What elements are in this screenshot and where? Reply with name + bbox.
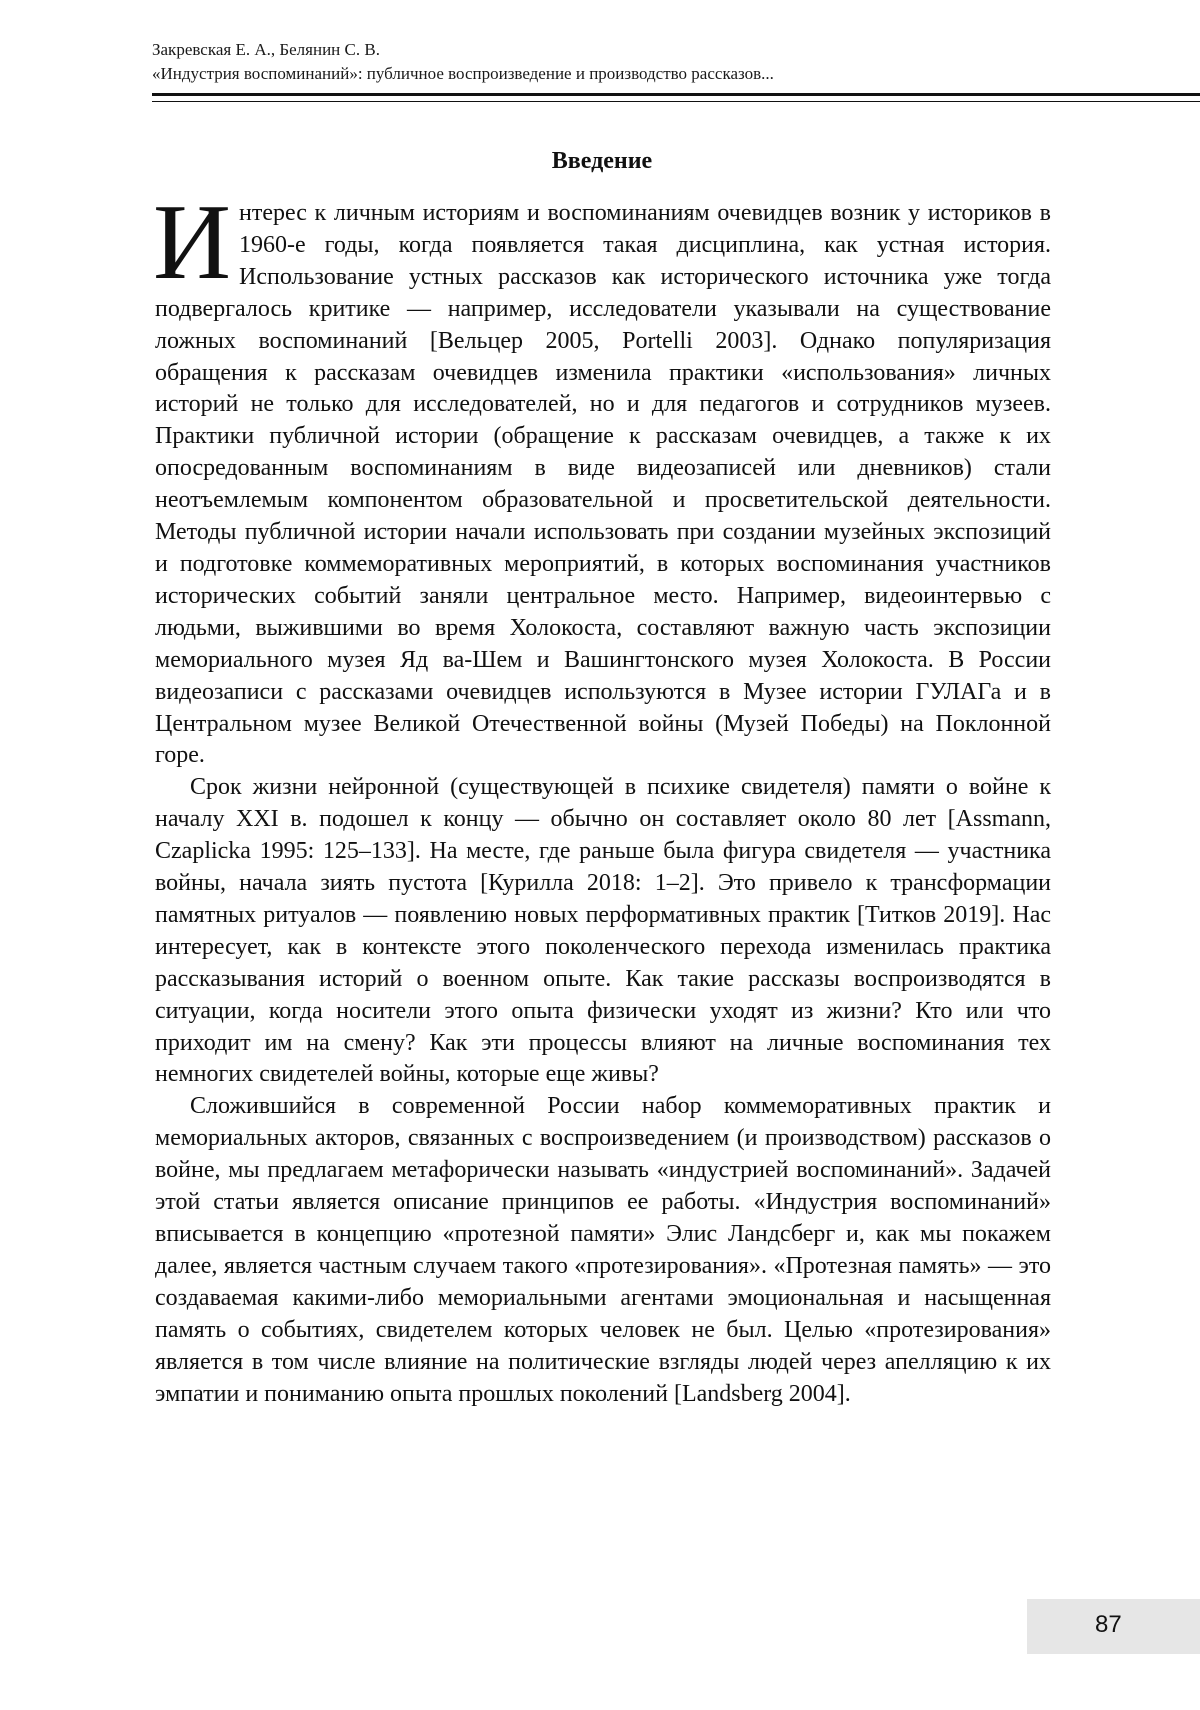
header-rule-thin [152,101,1200,102]
paragraph-2: Срок жизни нейронной (существующей в психике свидетеля) памяти о войне к началу XXI в. подошел к концу — обычно он составляет около 80 лет [Assmann, Czaplicka 1995: 125–133]. На месте, где раньше была фигура свидетеля — участника войны, начала зиять пустота [Курилла 2018: 1–2]. Это привело к трансформации памятных ритуалов — появлению новых перформативных практик [Титков 2019]. Нас интересует, как в контексте этого поколенческого перехода изменилась практика рассказывания историй о военном опыте. Как такие рассказы воспроизводятся в ситуации, когда носители этого опыта физически уходят из жизни? Кто или что приходит им на смену? Как эти процессы влияют на личные воспоминания тех немногих свидетелей войны, которые еще живы? [155,774,1051,1088]
paragraph-1-text: нтерес к личным историям и воспоминаниям очевидцев возник у историков в 1960-е годы, когда появляется такая дисциплина, как устная история. Использование устных рассказов как исторического источника уже тогда подвергалось критике — например, исследователи указывали на существование ложных воспоминаний [Вельцер 2005, Portelli 2003]. Однако популяризация обращения к рассказам очевидцев изменила практики «использования» личных историй не только для исследователей, но и для педагогов и сотрудников музеев. Практики публичной истории (обращение к рассказам очевидцев, а также к их опосредованным воспоминаниям в виде видеозаписей или дневников) стали неотъемлемым компонентом образовательной и просветительской деятельности. Методы публичной истории начали использовать при создании музейных экспозиций и подготовке коммеморативных мероприятий, в которых воспоминания участников исторических событий заняли центральное место. Например, видеоинтервью с людьми, выжившими во время Холокоста, составляют важную часть экспозиции мемориального музея Яд ва-Шем и Вашингтонского музея Холокоста. В России видеозаписи с рассказами очевидцев используются в Музее истории ГУЛАГа и в Центральном музее Великой Отечественной войны (Музей Победы) на Поклонной горе. [155,200,1051,769]
header-rule-thick [152,93,1200,96]
drop-cap: И [153,183,231,302]
running-head-article-title: «Индустрия воспоминаний»: публичное воспроизведение и производство рассказов... [152,64,774,83]
paragraph-3: Сложившийся в современной России набор коммеморативных практик и мемориальных акторов, связанных с воспроизведением (и производством) рассказов о войне, мы предлагаем метафорически называть «индустрией воспоминаний». Задачей этой статьи является описание принципов ее работы. «Индустрия воспоминаний» вписывается в концепцию «протезной памяти» Элис Ландсберг и, как мы покажем далее, является частным случаем такого «протезирования». «Протезная память» — это создаваемая какими-либо мемориальными агентами эмоциональная и насыщенная память о событиях, свидетелем которых человек не был. Целью «протезирования» является в том числе влияние на политические взгляды людей через апелляцию к их эмпатии и пониманию опыта прошлых поколений [Landsberg 2004]. [155,1093,1051,1407]
running-head-authors: Закревская Е. А., Белянин С. В. [152,40,380,59]
paragraph-1 [153,183,1051,772]
running-head [152,38,1052,86]
page-number: 87 [1095,1611,1122,1638]
body-text [153,183,1051,1410]
section-title: Введение [551,148,653,174]
